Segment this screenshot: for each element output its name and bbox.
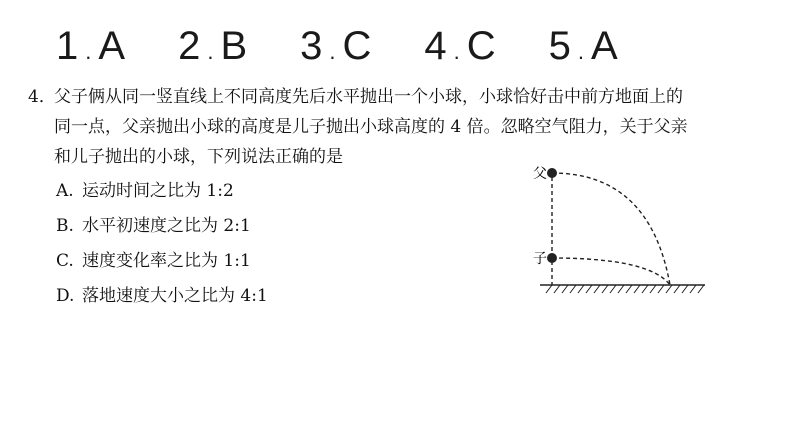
answer-number: 2 [178, 24, 202, 68]
ground-hatching [546, 285, 704, 293]
answer-item-3 [300, 24, 372, 69]
answer-number: 1 [56, 24, 80, 68]
projectile-diagram [520, 150, 720, 300]
answer-number: 5 [548, 24, 572, 68]
option-text: 落地速度大小之比为 4:1 [82, 286, 268, 306]
option-b [56, 209, 268, 244]
option-text: 运动时间之比为 1:2 [82, 181, 234, 201]
question-line-1 [28, 82, 718, 112]
option-d [56, 279, 268, 314]
option-a [56, 174, 268, 209]
answer-options [56, 174, 268, 314]
answer-separator: . [577, 39, 586, 64]
answer-choice: A [98, 24, 127, 68]
answer-item-4 [424, 24, 496, 69]
ground [540, 285, 705, 293]
answer-item-5 [549, 24, 619, 69]
answer-choice: C [342, 24, 373, 68]
father-label: 父 [533, 166, 547, 182]
father-trajectory [552, 173, 670, 285]
answer-separator: . [207, 39, 215, 64]
option-letter: A. [56, 181, 74, 201]
answer-separator: . [453, 39, 461, 64]
son-ball [547, 253, 557, 263]
option-text: 水平初速度之比为 2:1 [82, 216, 251, 236]
answer-number: 3 [300, 24, 324, 68]
answer-separator: . [85, 39, 93, 64]
option-letter: B. [56, 216, 74, 236]
option-letter: D. [56, 286, 75, 306]
son-trajectory [552, 258, 670, 285]
father-ball [547, 168, 557, 178]
answer-choice: A [591, 24, 619, 68]
question-text: 父子俩从同一竖直线上不同高度先后水平抛出一个小球，小球恰好击中前方地面上的 [54, 87, 683, 107]
answer-item-1 [56, 24, 126, 69]
option-text: 速度变化率之比为 1:1 [82, 251, 251, 271]
answer-number: 4 [424, 24, 448, 68]
answer-item-2 [178, 24, 248, 69]
answer-choice: C [466, 24, 497, 68]
answer-separator: . [329, 39, 337, 64]
answer-choice: B [220, 24, 249, 68]
answer-key [56, 24, 619, 69]
son-label: 子 [533, 251, 547, 267]
question-line-3: 和儿子抛出的小球，下列说法正确的是 [54, 147, 343, 167]
question-number: 4． [28, 87, 56, 107]
option-letter: C. [56, 251, 74, 271]
question-line-2: 同一点，父亲抛出小球的高度是儿子抛出小球高度的 4 倍。忽略空气阻力，关于父亲 [54, 117, 688, 137]
option-c [56, 244, 268, 279]
